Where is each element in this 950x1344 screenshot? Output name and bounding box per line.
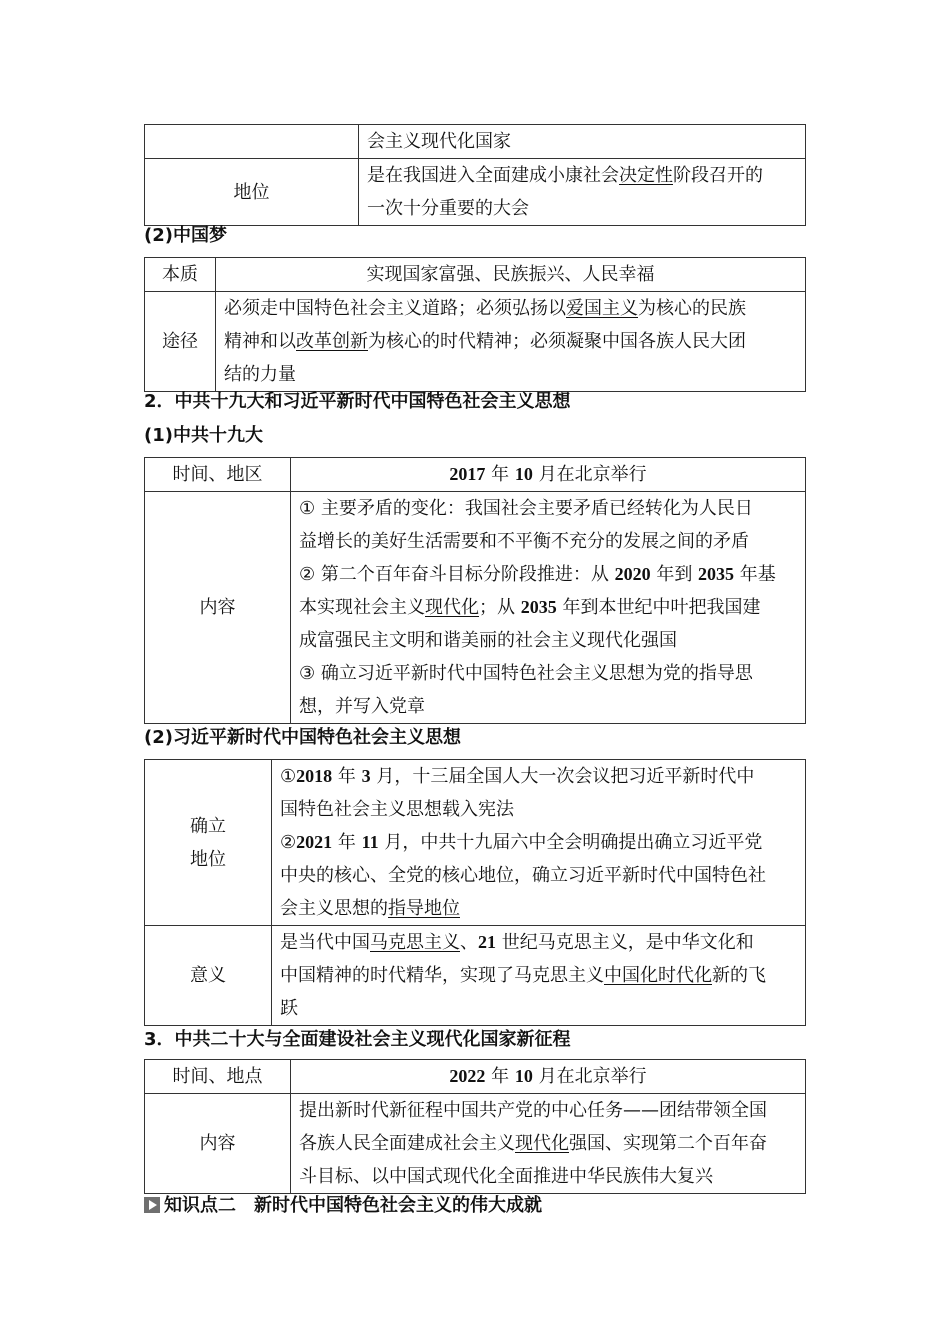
- text-run: 是在我国进入全面建成小康社会: [367, 165, 619, 186]
- table-label: [145, 760, 272, 926]
- table-label: 途径: [145, 292, 216, 392]
- text-run: 年: [485, 1066, 515, 1087]
- text-run: 新的飞: [712, 965, 766, 986]
- year-number: 2035: [698, 564, 735, 584]
- play-triangle-icon: [144, 1197, 160, 1213]
- table-label: 时间、地点: [145, 1060, 291, 1094]
- underlined-term: 现代化: [515, 1133, 569, 1154]
- text-run: 阶段召开的: [673, 165, 763, 186]
- heading-section-3: 3．中共二十大与全面建设社会主义现代化国家新征程: [144, 1029, 571, 1050]
- text-run: 为核心的时代精神；必须凝聚中国各族人民大团: [368, 331, 746, 352]
- year-number: 2017: [449, 464, 486, 484]
- text-line: 成富强民主文明和谐美丽的社会主义现代化强国: [299, 630, 677, 651]
- text-run: 各族人民全面建成社会主义: [299, 1133, 515, 1154]
- table-label: 内容: [145, 1094, 291, 1194]
- table-row: [145, 760, 806, 926]
- table-label: 地位: [145, 159, 359, 226]
- table-row: [145, 125, 806, 159]
- text-run: 是当代中国: [280, 932, 370, 953]
- table-cell-text: [291, 1060, 806, 1094]
- text-run: ；从: [479, 597, 521, 618]
- continued-text: 会主义现代化国家: [367, 131, 511, 152]
- underlined-term: 决定性: [619, 165, 673, 186]
- heading-xi-thought: (2)习近平新时代中国特色社会主义思想: [144, 727, 461, 748]
- text-line: 中央的核心、全党的核心地位，确立习近平新时代中国特色社: [280, 865, 766, 886]
- label-line: 确立: [190, 815, 226, 837]
- heading-section-2: 2．中共十九大和习近平新时代中国特色社会主义思想: [144, 391, 571, 412]
- text-run: 月在北京举行: [532, 1066, 647, 1087]
- text-line: 一次十分重要的大会: [367, 198, 529, 219]
- underlined-term: 中国化时代化: [604, 965, 712, 986]
- text-run: 中国精神的时代精华，实现了马克思主义: [280, 965, 604, 986]
- underlined-term: 爱国主义: [566, 298, 638, 319]
- text-run: 精神和以: [224, 331, 296, 352]
- table-label: 意义: [145, 926, 272, 1026]
- text-line: 结的力量: [224, 364, 296, 385]
- month-number: 11: [361, 832, 379, 852]
- year-number: 2022: [449, 1066, 486, 1086]
- table-cell-text: 实现国家富强、民族振兴、人民幸福: [216, 258, 806, 292]
- text-line: ③ 确立习近平新时代中国特色社会主义思想为党的指导思: [299, 663, 753, 684]
- text-line: ① 主要矛盾的变化：我国社会主要矛盾已经转化为人民日: [299, 498, 753, 519]
- text-run: 年: [332, 832, 362, 853]
- text-run: 会主义思想的: [280, 898, 388, 919]
- table-19th-congress: [144, 457, 806, 724]
- text-run: 本实现社会主义: [299, 597, 425, 618]
- text-line: 国特色社会主义思想载入宪法: [280, 799, 514, 820]
- table-cell-text: [272, 926, 806, 1026]
- table-label: 本质: [145, 258, 216, 292]
- table-cell-empty: [145, 125, 359, 159]
- table-cell-text: [359, 125, 806, 159]
- heading-chinese-dream: (2)中国梦: [144, 225, 227, 246]
- table-label: 内容: [145, 492, 291, 724]
- table-row: [145, 159, 806, 226]
- text-run: 年基: [734, 564, 776, 585]
- table-cell-text: [291, 458, 806, 492]
- underlined-term: 指导地位: [388, 898, 460, 919]
- table-chinese-dream: [144, 257, 806, 392]
- underlined-term: 改革创新: [296, 331, 368, 352]
- century-number: 21: [478, 932, 496, 952]
- label-line: 地位: [190, 848, 226, 870]
- text-line: 跃: [280, 998, 298, 1019]
- month-number: 3: [361, 766, 371, 786]
- text-line: 提出新时代新征程中国共产党的中心任务——团结带领全国: [299, 1100, 767, 1121]
- text-run: ①: [280, 766, 297, 787]
- table-row: [145, 492, 806, 724]
- text-run: 年到: [650, 564, 699, 585]
- table-cell-text: [272, 760, 806, 926]
- table-cell-text: [359, 159, 806, 226]
- year-number: 2021: [296, 832, 333, 852]
- table-cell-text: [291, 1094, 806, 1194]
- text-line: 益增长的美好生活需要和不平衡不充分的发展之间的矛盾: [299, 531, 749, 552]
- table-congress-continued: [144, 124, 806, 226]
- text-run: 月，中共十九届六中全会明确提出确立习近平党: [378, 832, 763, 853]
- table-label: 时间、地区: [145, 458, 291, 492]
- year-number: 2035: [520, 597, 557, 617]
- table-cell-text: [216, 292, 806, 392]
- year-number: 2020: [614, 564, 651, 584]
- text-run: 年: [332, 766, 362, 787]
- month-number: 10: [514, 464, 533, 484]
- table-20th-congress: [144, 1059, 806, 1194]
- text-run: 强国、实现第二个百年奋: [569, 1133, 767, 1154]
- table-xi-thought: [144, 759, 806, 1026]
- heading-text: 知识点二 新时代中国特色社会主义的伟大成就: [164, 1195, 542, 1216]
- text-run: 、: [460, 932, 478, 953]
- table-row: [145, 292, 806, 392]
- table-row: [145, 458, 806, 492]
- text-line: 想，并写入党章: [299, 696, 425, 717]
- table-row: [145, 926, 806, 1026]
- text-run: 月在北京举行: [532, 464, 647, 485]
- heading-knowledge-point-2: [144, 1194, 542, 1218]
- year-number: 2018: [296, 766, 333, 786]
- month-number: 10: [514, 1066, 533, 1086]
- text-run: 世纪马克思主义，是中华文化和: [496, 932, 754, 953]
- heading-19th-congress: (1)中共十九大: [144, 425, 263, 446]
- text-run: ②: [280, 832, 297, 853]
- underlined-term: 现代化: [425, 597, 479, 618]
- text-run: 必须走中国特色社会主义道路；必须弘扬以: [224, 298, 566, 319]
- text-line: 斗目标、以中国式现代化全面推进中华民族伟大复兴: [299, 1166, 713, 1187]
- text-run: 年: [485, 464, 515, 485]
- table-cell-text: [291, 492, 806, 724]
- text-run: 年到本世纪中叶把我国建: [556, 597, 761, 618]
- underlined-term: 马克思主义: [370, 932, 460, 953]
- table-row: [145, 1060, 806, 1094]
- table-row: [145, 258, 806, 292]
- text-run: 为核心的民族: [638, 298, 746, 319]
- text-run: 月，十三届全国人大一次会议把习近平新时代中: [370, 766, 755, 787]
- table-row: [145, 1094, 806, 1194]
- text-run: ② 第二个百年奋斗目标分阶段推进：从: [299, 564, 615, 585]
